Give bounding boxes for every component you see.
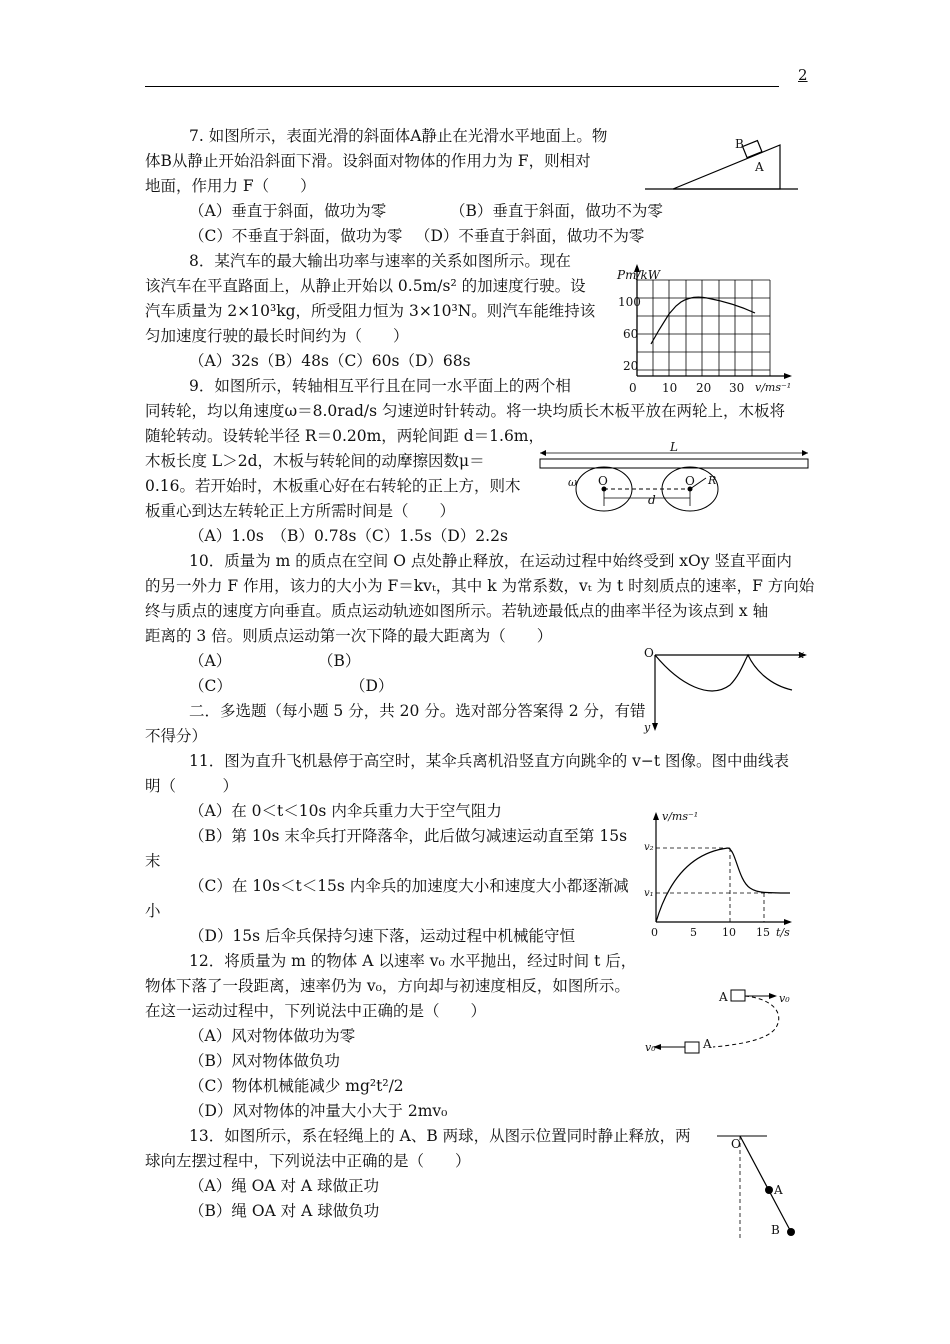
q12-line-1: 12．将质量为 m 的物体 A 以速率 v₀ 水平抛出，经过时间 t 后， [189,952,637,970]
q10-trajectory-figure [640,645,810,735]
q10-option-a: （A） [189,652,232,670]
q8-line-1: 8．某汽车的最大输出功率与速率的关系如图所示。现在 [189,252,571,270]
q8-y-tick-20: 20 [623,359,639,373]
q11-vt-chart [640,810,800,940]
q7-option-a: （A）垂直于斜面，做功为零 [189,202,387,220]
q8-line-2: 该汽车在平直路面上，从静止开始以 0.5m/s² 的加速度行驶。设 [145,277,586,295]
q8-y-label: Pm/kW [617,268,661,282]
q8-y-tick-60: 60 [623,327,639,341]
q13-label-a: A [774,1183,783,1197]
section2-line-2: 不得分） [145,727,208,745]
q11-option-a: （A）在 0＜t＜10s 内伞兵重力大于空气阻力 [189,802,502,820]
q11-line-1: 11．图为直升飞机悬停于高空时，某伞兵离机沿竖直方向跳伞的 v−t 图像。图中曲线表 [189,752,790,770]
q7-line-1: 7. 如图所示，表面光滑的斜面体A静止在光滑水平地面上。物 [189,127,608,145]
q10-line-3: 终与质点的速度方向垂直。质点运动轨迹如图所示。若轨迹最低点的曲率半径为该点到 x 轴 [145,602,769,620]
q9-line-2: 同转轮，均以角速度ω＝8.0rad/s 匀速逆时针转动。将一块均质长木板平放在两轮上，木板将 [145,402,785,420]
q13-label-b: B [771,1223,780,1237]
q8-line-5: （A）32s（B）48s（C）60s（D）68s [189,352,471,370]
q13-line-1: 13．如图所示，系在轻绳上的 A、B 两球，从图示位置同时静止释放，两 [189,1127,691,1145]
q10-option-b: （B） [318,652,361,670]
q7-option-c: （C）不垂直于斜面，做功为零 [189,227,403,245]
q8-power-chart [615,262,795,397]
q11-x-label: t/s [776,926,790,939]
q12-label-a1: A [719,990,728,1004]
q9-line-6: 板重心到达左转轮正上方所需时间是（ ） [145,502,456,520]
q10-line-2: 的另一外力 F 作用，该力的大小为 F＝kvₜ，其中 k 为常系数，vₜ 为 t 时刻质点的速率，F 方向始 [145,577,815,595]
q13-label-o: O [731,1137,741,1151]
q12-projectile-figure [645,985,800,1060]
q12-option-c: （C）物体机械能减少 mg²t²/2 [189,1077,404,1095]
q7-incline-figure [645,133,805,193]
q7-line-3: 地面，作用力 F（ ） [145,177,316,195]
q11-label-v1: v₁ [644,888,654,899]
q13-pendulum-figure [715,1128,805,1243]
q9-line-7: （A）1.0s （B）0.78s（C）1.5s（D）2.2s [189,527,508,545]
q12-line-3: 在这一运动过程中，下列说法中正确的是（ ） [145,1002,487,1020]
q10-label-x: x [798,648,805,661]
q8-x-label: v/ms⁻¹ [755,381,792,394]
section2-line-1: 二．多选题（每小题 5 分，共 20 分。选对部分答案得 2 分，有错 [189,702,646,720]
q9-rollers-figure [540,440,810,515]
q10-label-o: O [644,646,654,660]
q13-option-b: （B）绳 OA 对 A 球做负功 [189,1202,380,1220]
q11-option-b: （B）第 10s 末伞兵打开降落伞，此后做匀减速运动直至第 15s [189,827,628,845]
q10-line-1: 10．质量为 m 的质点在空间 O 点处静止释放，在运动过程中始终受到 xOy 竖直平面内 [189,552,792,570]
q8-x-tick-0: 0 [629,381,637,395]
header-rule [145,86,779,87]
q9-label-r: R [708,474,717,487]
q8-x-tick-20: 20 [696,381,712,395]
q11-y-label: v/ms⁻¹ [662,810,699,823]
q12-option-d: （D）风对物体的冲量大小大于 2mv₀ [189,1102,448,1120]
q9-label-omega: ω [568,476,577,489]
q8-line-3: 汽车质量为 2×10³kg，所受阻力恒为 3×10³N。则汽车能维持该 [145,302,596,320]
q9-label-o1: O [598,474,608,488]
q8-line-4: 匀加速度行驶的最长时间约为（ ） [145,327,409,345]
q11-x-tick-5: 5 [690,926,697,939]
q12-label-v0-1: v₀ [779,992,790,1005]
q12-line-2: 物体下落了一段距离，速率仍为 v₀，方向却与初速度相反，如图所示。 [145,977,630,995]
q7-option-d: （D）不垂直于斜面，做功不为零 [415,227,645,245]
q11-line-2: 明（ ） [145,777,239,795]
q8-x-tick-30: 30 [729,381,745,395]
q12-label-v0-2: v₀ [645,1041,656,1054]
q11-x-tick-15: 15 [756,926,770,939]
q7-option-b: （B）垂直于斜面，做功不为零 [450,202,663,220]
q9-line-1: 9．如图所示，转轴相互平行且在同一水平面上的两个相 [189,377,571,395]
q9-line-5: 0.16。若开始时，木板重心好在右转轮的正上方，则木 [145,477,521,495]
q12-option-b: （B）风对物体做负功 [189,1052,340,1070]
q11-option-b-cont: 末 [145,852,161,870]
q9-line-3: 随轮转动。设转轮半径 R＝0.20m，两轮间距 d＝1.6m， [145,427,545,445]
q12-label-a2: A [703,1037,712,1051]
q8-y-tick-100: 100 [618,295,641,309]
q9-line-4: 木板长度 L＞2d，木板与转轮间的动摩擦因数μ＝ [145,452,485,470]
q12-option-a: （A）风对物体做功为零 [189,1027,356,1045]
q7-label-b: B [735,137,744,151]
q11-x-tick-0: 0 [651,926,658,939]
q9-label-o2: O [685,474,695,488]
q10-line-4: 距离的 3 倍。则质点运动第一次下降的最大距离为（ ） [145,627,553,645]
q10-option-d: （D） [350,677,394,695]
q11-option-d: （D）15s 后伞兵保持匀速下落，运动过程中机械能守恒 [189,927,576,945]
q9-label-d: d [648,493,656,507]
q11-label-v2: v₂ [644,842,654,853]
q11-option-c: （C）在 10s＜t＜15s 内伞兵的加速度大小和速度大小都逐渐减 [189,877,629,895]
q10-option-c: （C） [189,677,232,695]
q11-x-tick-10: 10 [722,926,736,939]
q13-option-a: （A）绳 OA 对 A 球做正功 [189,1177,379,1195]
q7-label-a: A [755,160,764,174]
q13-line-2: 球向左摆过程中，下列说法中正确的是（ ） [145,1152,471,1170]
page-number: 2 [798,66,808,84]
q10-label-y: y [644,721,651,734]
q9-label-l: L [670,440,678,454]
q11-option-c-cont: 小 [145,902,161,920]
q8-x-tick-10: 10 [662,381,678,395]
q7-line-2: 体B从静止开始沿斜面下滑。设斜面对物体的作用力为 F，则相对 [145,152,591,170]
